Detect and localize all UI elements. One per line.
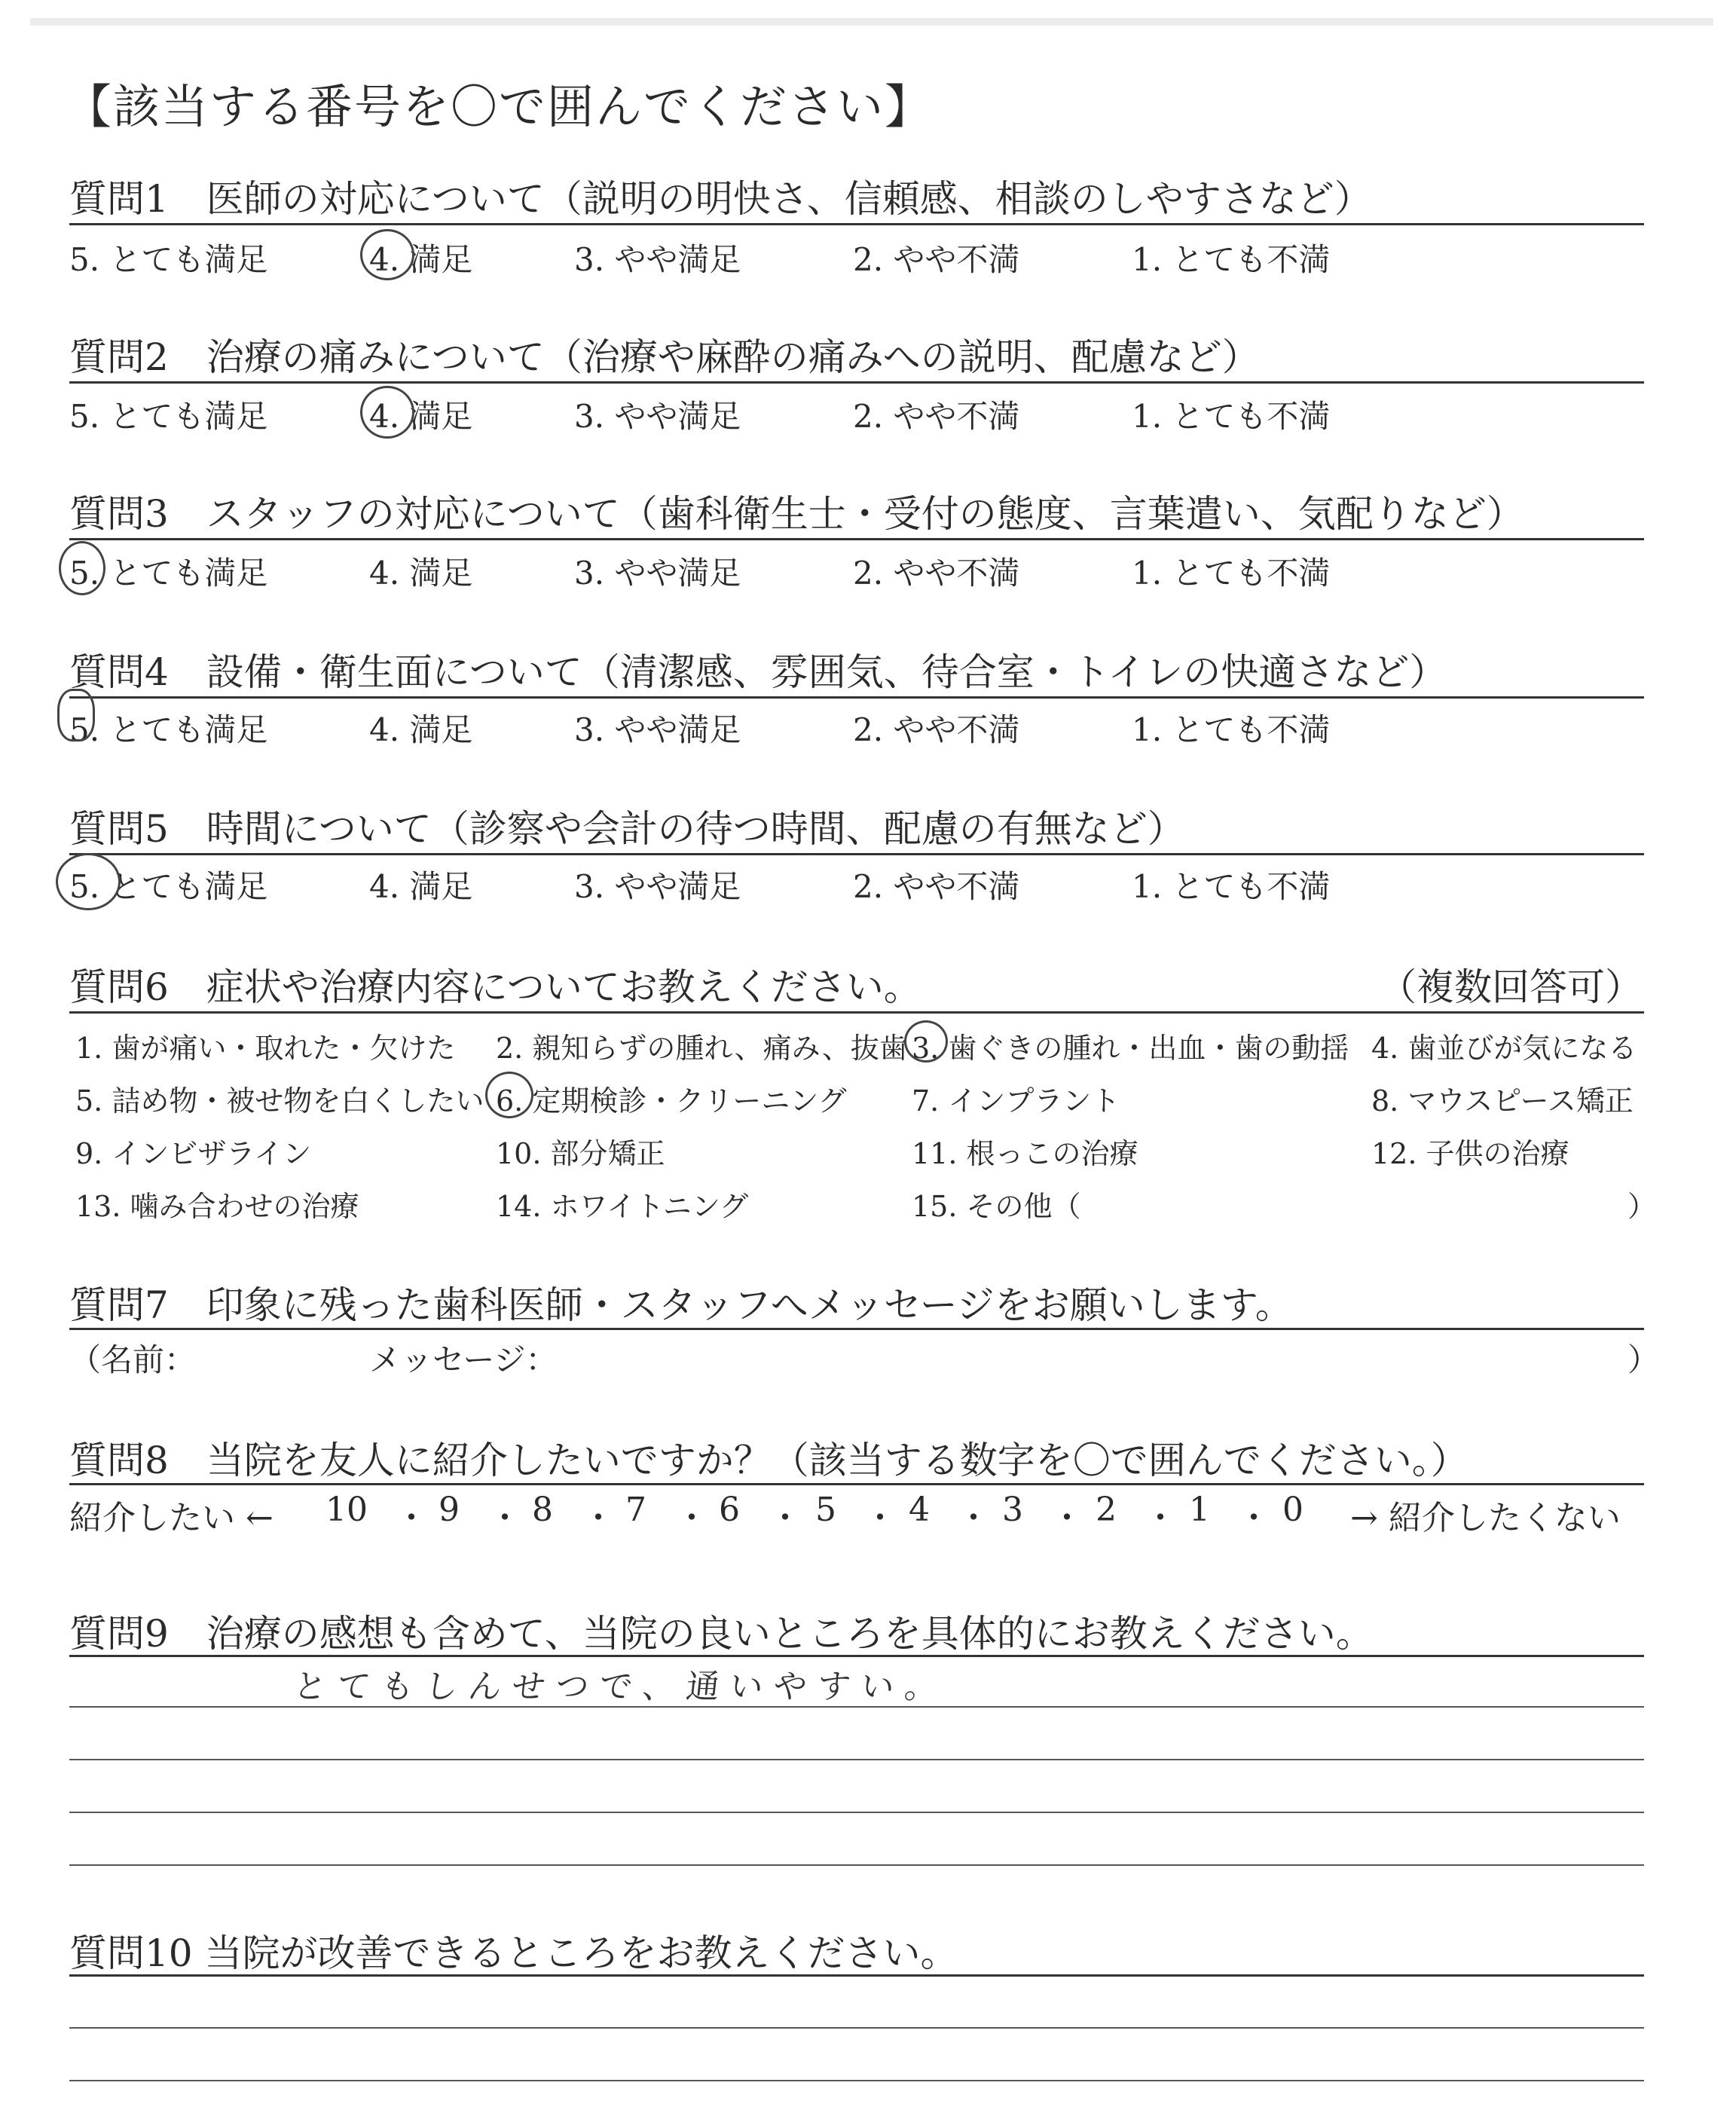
q4-option-1[interactable]: 1. とても不満 (1132, 711, 1331, 748)
q5-answer-circle (56, 853, 121, 910)
q2-option-5[interactable]: 5. とても満足 (69, 398, 268, 435)
q5-option-5[interactable]: 5. とても満足 (69, 868, 268, 905)
question-10-rule (69, 1974, 1644, 1977)
q2-option-4[interactable]: 4. 満足 (369, 398, 473, 435)
q9-write-line (69, 1759, 1644, 1760)
q5-option-4[interactable]: 4. 満足 (369, 868, 473, 905)
q8-score-3[interactable]: 3 (1002, 1491, 1023, 1529)
q6-option-12[interactable]: 12. 子供の治療 (1371, 1137, 1569, 1170)
q6-option-3[interactable]: 3. 歯ぐきの腫れ・出血・歯の動揺 (912, 1032, 1349, 1065)
question-7-label: 質問7 印象に残った歯科医師・スタッフへメッセージをお願いします。 (69, 1283, 1293, 1327)
q6-option-9[interactable]: 9. インビザライン (75, 1137, 312, 1170)
q1-option-2[interactable]: 2. やや不満 (853, 241, 1020, 278)
q6-option-10[interactable]: 10. 部分矯正 (496, 1137, 665, 1170)
q8-sep: ・ (675, 1499, 708, 1537)
question-2-rule (69, 381, 1644, 384)
q3-answer-circle (59, 541, 105, 595)
question-8-label: 質問8 当院を友人に紹介したいですか？（該当する数字を〇で囲んでください。） (69, 1439, 1469, 1482)
question-8-rule (69, 1483, 1644, 1485)
q8-score-5[interactable]: 5 (815, 1491, 836, 1529)
q8-score-1[interactable]: 1 (1189, 1491, 1210, 1529)
q3-option-1[interactable]: 1. とても不満 (1132, 555, 1331, 592)
question-6-label: 質問6 症状や治療内容についてお教えください。 (69, 965, 921, 1009)
q6-option-6[interactable]: 6. 定期検診・クリーニング (496, 1084, 847, 1118)
q4-option-2[interactable]: 2. やや不満 (853, 711, 1020, 748)
page-title: 【該当する番号を〇で囲んでください】 (65, 79, 934, 134)
q1-option-3[interactable]: 3. やや満足 (574, 241, 741, 278)
q6-answer-circle-3 (904, 1020, 948, 1063)
question-9-rule (69, 1655, 1644, 1657)
q4-option-4[interactable]: 4. 満足 (369, 711, 473, 748)
q8-score-6[interactable]: 6 (719, 1491, 740, 1529)
question-5-rule (69, 853, 1644, 855)
q6-option-13[interactable]: 13. 噛み合わせの治療 (75, 1190, 359, 1223)
q7-close-paren: ） (1628, 1341, 1660, 1378)
q4-answer-circle (57, 689, 95, 742)
q8-sep: ・ (769, 1499, 802, 1537)
q6-option-4[interactable]: 4. 歯並びが気になる (1371, 1032, 1637, 1065)
q1-option-1[interactable]: 1. とても不満 (1132, 241, 1331, 278)
q9-write-line (69, 1812, 1644, 1813)
q8-sep: ・ (1144, 1499, 1177, 1537)
q8-right-label: → 紹介したくない (1350, 1499, 1621, 1537)
question-3-rule (69, 538, 1644, 540)
q3-option-4[interactable]: 4. 満足 (369, 555, 473, 592)
q9-write-line (69, 1706, 1644, 1708)
q8-score-8[interactable]: 8 (532, 1491, 553, 1529)
q7-message-label: メッセージ： (369, 1341, 558, 1378)
q10-write-line (69, 2027, 1644, 2029)
q8-left-label: 紹介したい ← (69, 1499, 274, 1537)
q3-option-3[interactable]: 3. やや満足 (574, 555, 741, 592)
q6-option-8[interactable]: 8. マウスピース矯正 (1371, 1084, 1634, 1118)
q8-sep: ・ (582, 1499, 615, 1537)
q1-option-5[interactable]: 5. とても満足 (69, 241, 268, 278)
q8-score-0[interactable]: 0 (1282, 1491, 1304, 1529)
q6-option-15-close: ） (1628, 1190, 1657, 1223)
scan-edge (30, 18, 1713, 26)
q8-score-7[interactable]: 7 (625, 1491, 646, 1529)
q8-sep: ・ (863, 1499, 897, 1537)
q5-option-1[interactable]: 1. とても不満 (1132, 868, 1331, 905)
q5-option-3[interactable]: 3. やや満足 (574, 868, 741, 905)
q6-option-7[interactable]: 7. インプラント (912, 1084, 1120, 1118)
q5-option-2[interactable]: 2. やや不満 (853, 868, 1020, 905)
question-7-rule (69, 1328, 1644, 1330)
q3-option-5[interactable]: 5. とても満足 (69, 555, 268, 592)
question-2-label: 質問2 治療の痛みについて（治療や麻酔の痛みへの説明、配慮など） (69, 335, 1260, 379)
q2-option-2[interactable]: 2. やや不満 (853, 398, 1020, 435)
q9-handwritten-answer: とてもしんせつで、通いやすい。 (291, 1668, 951, 1706)
q6-option-5[interactable]: 5. 詰め物・被せ物を白くしたい (75, 1084, 484, 1118)
q2-option-3[interactable]: 3. やや満足 (574, 398, 741, 435)
question-4-label: 質問4 設備・衛生面について（清潔感、雰囲気、待合室・トイレの快適さなど） (69, 650, 1447, 694)
q8-sep: ・ (395, 1499, 428, 1537)
question-10-label: 質問10 当院が改善できるところをお教えください。 (69, 1931, 958, 1975)
q3-option-2[interactable]: 2. やや不満 (853, 555, 1020, 592)
q6-answer-circle-6 (485, 1072, 533, 1118)
question-1-label: 質問1 医師の対応について（説明の明快さ、信頼感、相談のしやすさなど） (69, 177, 1372, 221)
q8-sep: ・ (1237, 1499, 1270, 1537)
q8-sep: ・ (1050, 1499, 1083, 1537)
q8-score-9[interactable]: 9 (439, 1491, 460, 1529)
q9-write-line (69, 1864, 1644, 1866)
q8-sep: ・ (957, 1499, 990, 1537)
q4-option-5[interactable]: 5. とても満足 (69, 711, 268, 748)
question-6-rule (69, 1011, 1644, 1014)
q6-option-2[interactable]: 2. 親知らずの腫れ、痛み、抜歯 (496, 1032, 908, 1065)
q7-name-label: （名前： (69, 1341, 197, 1378)
question-1-rule (69, 223, 1644, 225)
q6-option-15[interactable]: 15. その他（ (912, 1190, 1081, 1223)
q6-option-14[interactable]: 14. ホワイトニング (496, 1190, 749, 1223)
q8-sep: ・ (488, 1499, 521, 1537)
question-9-label: 質問9 治療の感想も含めて、当院の良いところを具体的にお教えください。 (69, 1612, 1374, 1656)
q2-answer-circle (360, 386, 414, 439)
q1-answer-circle (360, 229, 414, 280)
q1-option-4[interactable]: 4. 満足 (369, 241, 473, 278)
q10-write-line (69, 2080, 1644, 2081)
q6-option-11[interactable]: 11. 根っこの治療 (912, 1137, 1138, 1170)
question-5-label: 質問5 時間について（診察や会計の待つ時間、配慮の有無など） (69, 807, 1185, 851)
question-6-note: （複数回答可） (1379, 965, 1643, 1009)
question-3-label: 質問3 スタッフの対応について（歯科衛生士・受付の態度、言葉遣い、気配りなど） (69, 492, 1524, 536)
q8-score-10[interactable]: 10 (326, 1491, 368, 1529)
q2-option-1[interactable]: 1. とても不満 (1132, 398, 1331, 435)
q8-score-4[interactable]: 4 (909, 1491, 930, 1529)
q4-option-3[interactable]: 3. やや満足 (574, 711, 741, 748)
question-4-rule (69, 696, 1644, 699)
q8-score-2[interactable]: 2 (1096, 1491, 1117, 1529)
q6-option-1[interactable]: 1. 歯が痛い・取れた・欠けた (75, 1032, 456, 1065)
